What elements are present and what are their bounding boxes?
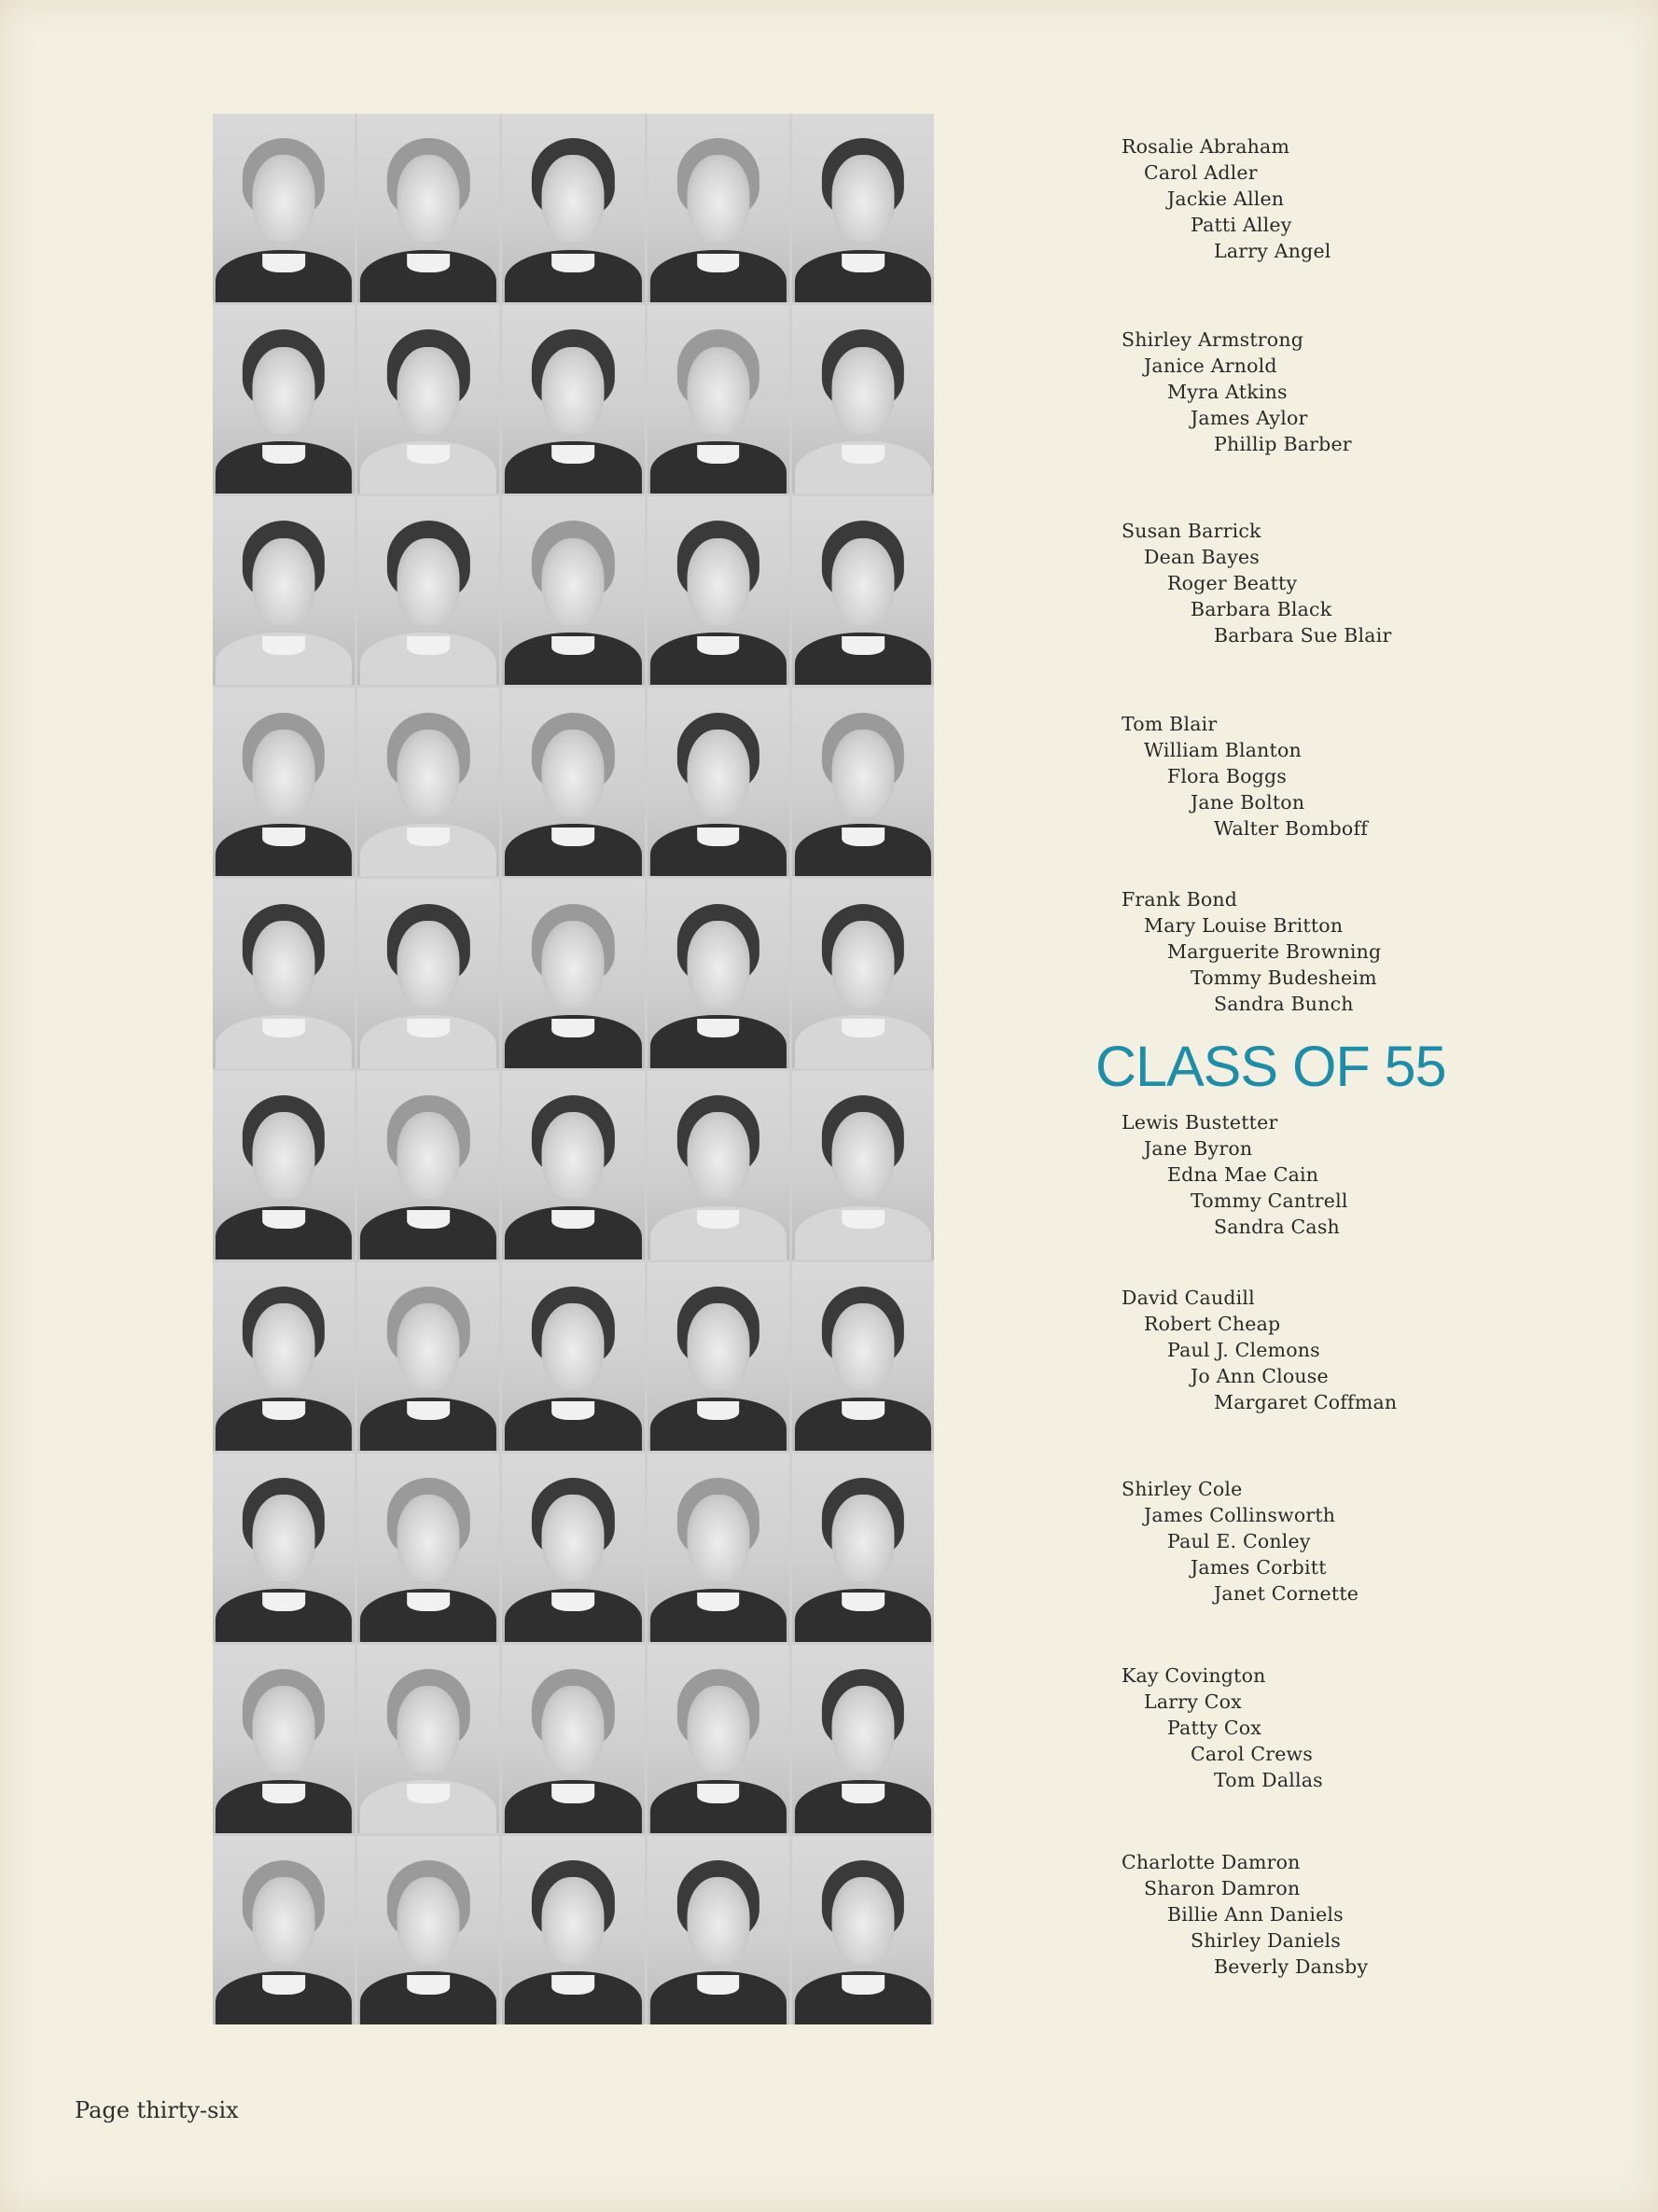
name-group	[1122, 1109, 1607, 1240]
portrait-head	[397, 1877, 460, 1964]
portrait-head	[687, 1877, 749, 1964]
student-photo	[792, 1836, 934, 2024]
portrait-head	[542, 1495, 605, 1581]
student-photo	[792, 879, 934, 1067]
student-name: Frank Bond	[1122, 888, 1238, 911]
portrait-head	[831, 921, 894, 1008]
portrait-collar	[262, 254, 305, 272]
student-photo	[502, 879, 644, 1067]
name-group	[1122, 327, 1607, 457]
portrait-head	[687, 1686, 749, 1773]
portrait-collar	[697, 1019, 740, 1037]
student-name: Myra Atkins	[1167, 381, 1288, 403]
student-photo-grid	[213, 114, 934, 2024]
student-photo	[648, 1454, 789, 1642]
portrait-collar	[697, 1975, 740, 1994]
portrait-head	[831, 1112, 894, 1199]
portrait-collar	[842, 636, 885, 655]
portrait-collar	[842, 1593, 885, 1611]
student-photo	[357, 1454, 499, 1642]
portrait-collar	[262, 828, 305, 846]
portrait-collar	[552, 1210, 595, 1229]
student-photo	[213, 305, 355, 494]
student-photo	[502, 496, 644, 685]
portrait-head	[687, 155, 749, 242]
portrait-head	[397, 1112, 460, 1199]
portrait-head	[397, 347, 460, 434]
student-photo	[213, 688, 355, 876]
name-group	[1122, 133, 1607, 264]
portrait-collar	[407, 1593, 450, 1611]
student-name: Tommy Cantrell	[1191, 1189, 1348, 1212]
portrait-head	[831, 538, 894, 625]
portrait-collar	[407, 1401, 450, 1420]
portrait-head	[831, 730, 894, 816]
student-name: Paul J. Clemons	[1167, 1339, 1320, 1361]
student-photo	[213, 1262, 355, 1451]
portrait-head	[253, 347, 315, 434]
student-photo	[648, 1071, 789, 1259]
student-photo	[502, 1071, 644, 1259]
portrait-head	[253, 921, 315, 1008]
portrait-collar	[552, 1975, 595, 1994]
student-name: Tom Blair	[1122, 713, 1218, 735]
portrait-collar	[552, 1784, 595, 1802]
portrait-collar	[552, 1593, 595, 1611]
student-name: David Caudill	[1122, 1287, 1255, 1309]
student-photo	[213, 879, 355, 1067]
student-name: Beverly Dansby	[1214, 1955, 1369, 1978]
student-name: Shirley Cole	[1122, 1478, 1243, 1500]
student-photo	[648, 114, 789, 302]
name-group	[1122, 1849, 1607, 1980]
student-photo	[502, 1262, 644, 1451]
student-name: Patti Alley	[1191, 214, 1292, 236]
portrait-collar	[407, 1210, 450, 1229]
student-name: Barbara Black	[1191, 598, 1332, 620]
portrait-collar	[262, 445, 305, 464]
portrait-collar	[262, 1784, 305, 1802]
student-name: Jane Byron	[1144, 1137, 1253, 1160]
student-photo	[792, 1262, 934, 1451]
student-name: Margaret Coffman	[1214, 1391, 1398, 1413]
student-photo	[357, 1071, 499, 1259]
portrait-head	[542, 347, 605, 434]
portrait-head	[253, 1303, 315, 1390]
student-name: Tommy Budesheim	[1191, 967, 1377, 989]
portrait-collar	[697, 445, 740, 464]
student-name: Sandra Bunch	[1214, 993, 1354, 1015]
student-name: Shirley Daniels	[1191, 1929, 1342, 1952]
student-name: Larry Cox	[1144, 1690, 1242, 1713]
student-photo	[648, 305, 789, 494]
portrait-collar	[842, 1019, 885, 1037]
student-name: Robert Cheap	[1144, 1313, 1281, 1335]
portrait-collar	[842, 1210, 885, 1229]
portrait-collar	[552, 445, 595, 464]
portrait-head	[542, 1686, 605, 1773]
portrait-head	[397, 155, 460, 242]
portrait-head	[831, 1495, 894, 1581]
student-photo	[792, 1645, 934, 1833]
student-photo	[213, 1454, 355, 1642]
portrait-collar	[262, 1593, 305, 1611]
student-photo	[357, 879, 499, 1067]
student-photo	[648, 1836, 789, 2024]
student-photo	[213, 496, 355, 685]
student-photo	[502, 305, 644, 494]
student-name: Sandra Cash	[1214, 1216, 1340, 1238]
student-photo	[502, 1645, 644, 1833]
student-name: Janet Cornette	[1214, 1582, 1359, 1605]
portrait-collar	[842, 1784, 885, 1802]
student-name: Flora Boggs	[1167, 765, 1288, 787]
student-photo	[213, 114, 355, 302]
name-group	[1122, 1662, 1607, 1793]
portrait-collar	[407, 445, 450, 464]
portrait-head	[687, 1112, 749, 1199]
student-name: Carol Adler	[1144, 161, 1258, 184]
student-photo	[357, 1836, 499, 2024]
student-name: James Collinsworth	[1144, 1504, 1336, 1526]
portrait-collar	[407, 254, 450, 272]
portrait-collar	[407, 1019, 450, 1037]
student-name: Charlotte Damron	[1122, 1851, 1301, 1873]
portrait-head	[542, 1303, 605, 1390]
portrait-head	[542, 538, 605, 625]
student-name: Jo Ann Clouse	[1191, 1365, 1329, 1387]
portrait-head	[542, 155, 605, 242]
portrait-head	[397, 730, 460, 816]
student-name: Larry Angel	[1214, 240, 1331, 262]
portrait-head	[253, 155, 315, 242]
portrait-head	[687, 730, 749, 816]
portrait-collar	[262, 1019, 305, 1037]
student-name: Mary Louise Britton	[1144, 914, 1344, 937]
student-photo	[357, 688, 499, 876]
student-photo	[792, 114, 934, 302]
portrait-collar	[552, 1019, 595, 1037]
portrait-collar	[697, 1593, 740, 1611]
student-name: Billie Ann Daniels	[1167, 1903, 1344, 1926]
portrait-collar	[552, 1401, 595, 1420]
portrait-collar	[842, 254, 885, 272]
student-photo	[357, 1645, 499, 1833]
student-name: Susan Barrick	[1122, 520, 1261, 542]
portrait-collar	[842, 1401, 885, 1420]
portrait-collar	[262, 1210, 305, 1229]
student-photo	[792, 496, 934, 685]
student-photo	[792, 305, 934, 494]
portrait-collar	[842, 828, 885, 846]
student-photo	[502, 1836, 644, 2024]
portrait-collar	[552, 828, 595, 846]
student-name: William Blanton	[1144, 739, 1302, 761]
portrait-collar	[842, 445, 885, 464]
student-name: Jackie Allen	[1167, 188, 1285, 210]
student-photo	[213, 1071, 355, 1259]
portrait-head	[542, 1112, 605, 1199]
portrait-head	[542, 921, 605, 1008]
student-photo	[648, 496, 789, 685]
student-photo	[502, 114, 644, 302]
student-photo	[792, 1071, 934, 1259]
portrait-head	[687, 921, 749, 1008]
name-group	[1122, 711, 1607, 842]
student-name: Phillip Barber	[1214, 433, 1352, 455]
portrait-head	[831, 155, 894, 242]
student-photo	[502, 688, 644, 876]
portrait-collar	[842, 1975, 885, 1994]
student-photo	[502, 1454, 644, 1642]
portrait-head	[397, 921, 460, 1008]
student-name: James Corbitt	[1191, 1556, 1327, 1579]
portrait-head	[397, 1495, 460, 1581]
student-photo	[357, 114, 499, 302]
student-photo	[357, 1262, 499, 1451]
portrait-collar	[407, 1975, 450, 1994]
student-name: Sharon Damron	[1144, 1877, 1301, 1899]
student-name: Janice Arnold	[1144, 355, 1277, 377]
class-title: CLASS OF 55	[1095, 1035, 1446, 1098]
student-name: Roger Beatty	[1167, 572, 1298, 594]
student-photo	[213, 1645, 355, 1833]
student-name: Paul E. Conley	[1167, 1530, 1311, 1552]
portrait-head	[397, 1686, 460, 1773]
student-photo	[792, 1454, 934, 1642]
student-name: Rosalie Abraham	[1122, 135, 1290, 158]
portrait-head	[253, 1686, 315, 1773]
student-name: James Aylor	[1191, 407, 1308, 429]
portrait-collar	[697, 1784, 740, 1802]
portrait-head	[542, 1877, 605, 1964]
student-photo	[357, 305, 499, 494]
name-group	[1122, 1285, 1607, 1415]
student-name: Kay Covington	[1122, 1664, 1266, 1687]
portrait-head	[253, 538, 315, 625]
student-photo	[792, 688, 934, 876]
portrait-collar	[262, 636, 305, 655]
portrait-head	[542, 730, 605, 816]
student-name: Tom Dallas	[1214, 1769, 1323, 1791]
portrait-collar	[697, 828, 740, 846]
student-photo	[213, 1836, 355, 2024]
portrait-collar	[262, 1401, 305, 1420]
student-photo	[357, 496, 499, 685]
portrait-head	[253, 1495, 315, 1581]
portrait-collar	[407, 828, 450, 846]
student-name: Barbara Sue Blair	[1214, 624, 1392, 647]
student-name: Marguerite Browning	[1167, 940, 1382, 963]
portrait-head	[831, 1877, 894, 1964]
portrait-head	[831, 1686, 894, 1773]
student-name: Lewis Bustetter	[1122, 1111, 1278, 1134]
student-name: Dean Bayes	[1144, 546, 1261, 568]
portrait-collar	[407, 636, 450, 655]
student-name: Carol Crews	[1191, 1743, 1314, 1765]
student-name: Edna Mae Cain	[1167, 1163, 1319, 1186]
portrait-collar	[407, 1784, 450, 1802]
portrait-collar	[697, 636, 740, 655]
portrait-head	[687, 1303, 749, 1390]
portrait-head	[253, 1112, 315, 1199]
portrait-collar	[552, 636, 595, 655]
portrait-head	[687, 1495, 749, 1581]
portrait-head	[253, 730, 315, 816]
portrait-head	[397, 538, 460, 625]
page-number: Page thirty-six	[75, 2097, 239, 2123]
name-group	[1122, 1476, 1607, 1607]
student-photo	[648, 688, 789, 876]
name-group	[1122, 886, 1607, 1017]
portrait-head	[687, 538, 749, 625]
student-name: Patty Cox	[1167, 1717, 1262, 1739]
student-name: Jane Bolton	[1191, 791, 1305, 814]
name-group	[1122, 518, 1607, 648]
portrait-collar	[552, 254, 595, 272]
portrait-head	[253, 1877, 315, 1964]
portrait-collar	[697, 254, 740, 272]
student-name: Walter Bomboff	[1214, 817, 1369, 840]
student-photo	[648, 1645, 789, 1833]
portrait-collar	[262, 1975, 305, 1994]
portrait-head	[831, 347, 894, 434]
portrait-head	[397, 1303, 460, 1390]
portrait-collar	[697, 1401, 740, 1420]
student-photo	[648, 879, 789, 1067]
student-photo	[648, 1262, 789, 1451]
student-name: Shirley Armstrong	[1122, 328, 1304, 351]
portrait-collar	[697, 1210, 740, 1229]
portrait-head	[831, 1303, 894, 1390]
portrait-head	[687, 347, 749, 434]
